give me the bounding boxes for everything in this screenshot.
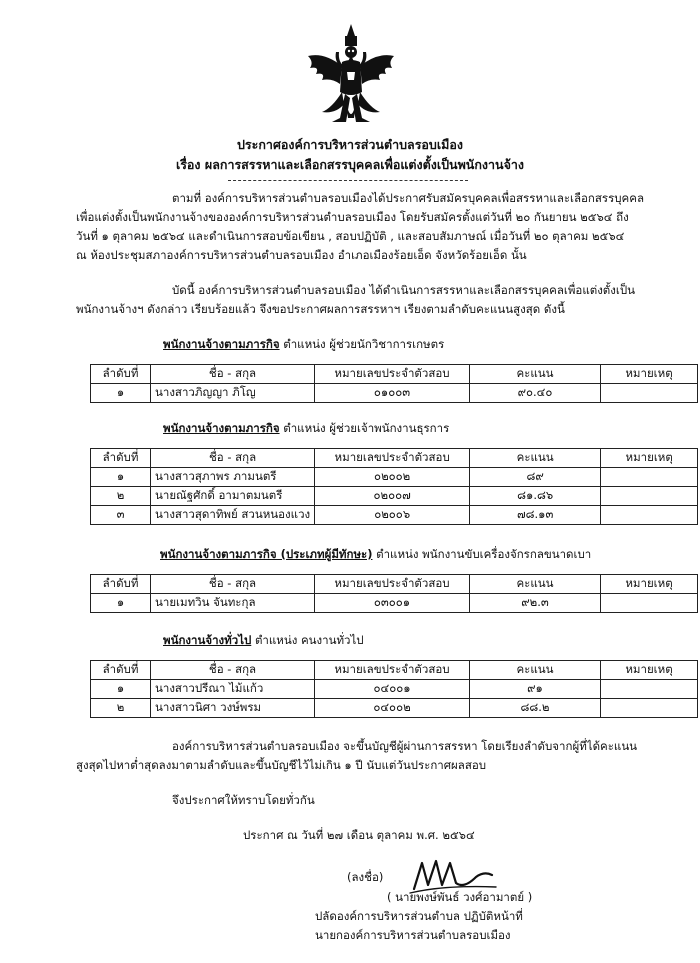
signatory-title-2: นายกองค์การบริหารส่วนตำบลรอบเมือง bbox=[315, 928, 511, 942]
col-exam-id: หมายเลขประจำตัวสอบ bbox=[315, 449, 470, 468]
intro-p1-line3: วันที่ ๑ ตุลาคม ๒๕๖๔ และดำเนินการสอบข้อเขียน , สอบปฏิบัติ , และสอบสัมภาษณ์ เมื่อวันที่ ๒๐ ตุลาคม ๒๕๖๔ bbox=[76, 229, 625, 243]
section-heading bbox=[163, 420, 449, 438]
announcement-date: ประกาศ ณ วันที่ ๒๗ เดือน ตุลาคม พ.ศ. ๒๕๖๔ bbox=[243, 828, 475, 842]
table-header-row bbox=[91, 449, 698, 468]
table-row bbox=[91, 506, 698, 525]
table-row bbox=[91, 680, 698, 699]
closing-line1: องค์การบริหารส่วนตำบลรอบเมือง จะขึ้นบัญชีผู้ผ่านการสรรหา โดยเรียงลำดับจากผู้ที่ได้คะแนน bbox=[172, 739, 638, 753]
table-row bbox=[91, 594, 698, 613]
cell-exam-id: ๐๒๐๐๗ bbox=[315, 487, 470, 506]
cell-name: นายณัฐศักดิ์ อามาตมนตรี bbox=[151, 487, 315, 506]
col-name: ชื่อ - สกุล bbox=[151, 575, 315, 594]
section-position: ตำแหน่ง พนักงานขับเครื่องจักรกลขนาดเบา bbox=[376, 547, 592, 561]
col-note: หมายเหตุ bbox=[601, 575, 698, 594]
cell-no: ๒ bbox=[91, 699, 151, 718]
cell-exam-id: ๐๑๐๐๓ bbox=[315, 384, 470, 403]
col-no: ลำดับที่ bbox=[91, 449, 151, 468]
cell-no: ๓ bbox=[91, 506, 151, 525]
cell-note bbox=[601, 384, 698, 403]
section-type: พนักงานจ้างทั่วไป bbox=[163, 633, 252, 647]
section-position: ตำแหน่ง ผู้ช่วยนักวิชาการเกษตร bbox=[283, 337, 445, 351]
garuda-emblem bbox=[302, 22, 400, 130]
closing-line2: สูงสุดไปหาต่ำสุดลงมาตามลำดับและขึ้นบัญชีไว้ไม่เกิน ๑ ปี นับแต่วันประกาศผลสอบ bbox=[76, 758, 487, 772]
cell-name: นางสาวภิญญา ภิโญ bbox=[151, 384, 315, 403]
cell-score: ๘๑.๘๖ bbox=[470, 487, 601, 506]
cell-note bbox=[601, 594, 698, 613]
cell-score: ๙๐.๔๐ bbox=[470, 384, 601, 403]
table-row bbox=[91, 468, 698, 487]
col-exam-id: หมายเลขประจำตัวสอบ bbox=[315, 575, 470, 594]
cell-exam-id: ๐๔๐๐๑ bbox=[315, 680, 470, 699]
announcement-title: ประกาศองค์การบริหารส่วนตำบลรอบเมือง bbox=[237, 137, 463, 152]
col-exam-id: หมายเลขประจำตัวสอบ bbox=[315, 661, 470, 680]
header-divider bbox=[228, 180, 468, 181]
cell-note bbox=[601, 699, 698, 718]
col-name: ชื่อ - สกุล bbox=[151, 661, 315, 680]
section-type: พนักงานจ้างตามภารกิจ bbox=[163, 421, 280, 435]
table-row bbox=[91, 699, 698, 718]
announcement-subject: เรื่อง ผลการสรรหาและเลือกสรรบุคคลเพื่อแต่งตั้งเป็นพนักงานจ้าง bbox=[175, 157, 525, 172]
col-name: ชื่อ - สกุล bbox=[151, 365, 315, 384]
cell-name: นางสาวสุดาทิพย์ สวนหนองแวง bbox=[151, 506, 315, 525]
cell-note bbox=[601, 680, 698, 699]
cell-note bbox=[601, 487, 698, 506]
section-position: ตำแหน่ง คนงานทั่วไป bbox=[254, 633, 364, 647]
intro-p2-line2: พนักงานจ้างฯ ดังกล่าว เรียบร้อยแล้ว จึงขอประกาศผลการสรรหาฯ เรียงตามลำดับคะแนนสูงสุด ดังนี้ bbox=[76, 302, 565, 316]
results-table bbox=[90, 574, 698, 613]
cell-exam-id: ๐๓๐๐๑ bbox=[315, 594, 470, 613]
section-position: ตำแหน่ง ผู้ช่วยเจ้าพนักงานธุรการ bbox=[283, 421, 450, 435]
cell-score: ๘๙ bbox=[470, 468, 601, 487]
col-score: คะแนน bbox=[470, 449, 601, 468]
cell-exam-id: ๐๔๐๐๒ bbox=[315, 699, 470, 718]
table-header-row bbox=[91, 661, 698, 680]
section-heading bbox=[163, 336, 444, 354]
col-score: คะแนน bbox=[470, 575, 601, 594]
cell-exam-id: ๐๒๐๐๖ bbox=[315, 506, 470, 525]
signatory-title-1: ปลัดองค์การบริหารส่วนตำบล ปฏิบัติหน้าที่ bbox=[315, 909, 523, 923]
cell-no: ๑ bbox=[91, 594, 151, 613]
col-score: คะแนน bbox=[470, 661, 601, 680]
cell-no: ๒ bbox=[91, 487, 151, 506]
intro-p1-line4: ณ ห้องประชุมสภาองค์การบริหารส่วนตำบลรอบเมือง อำเภอเมืองร้อยเอ็ด จังหวัดร้อยเอ็ด นั้น bbox=[76, 248, 527, 262]
cell-no: ๑ bbox=[91, 680, 151, 699]
signature-label: (ลงชื่อ) bbox=[347, 870, 384, 884]
signatory-name: ( นายพงษ์พันธ์ วงศ์อามาตย์ ) bbox=[387, 890, 533, 904]
section-type: พนักงานจ้างตามภารกิจ (ประเภทผู้มีทักษะ) bbox=[160, 547, 373, 561]
col-no: ลำดับที่ bbox=[91, 365, 151, 384]
cell-note bbox=[601, 506, 698, 525]
col-no: ลำดับที่ bbox=[91, 661, 151, 680]
col-name: ชื่อ - สกุล bbox=[151, 449, 315, 468]
col-note: หมายเหตุ bbox=[601, 365, 698, 384]
col-exam-id: หมายเลขประจำตัวสอบ bbox=[315, 365, 470, 384]
results-table bbox=[90, 448, 698, 525]
col-note: หมายเหตุ bbox=[601, 449, 698, 468]
cell-no: ๑ bbox=[91, 468, 151, 487]
cell-name: นายเมทวิน จันทะกุล bbox=[151, 594, 315, 613]
table-header-row bbox=[91, 365, 698, 384]
cell-note bbox=[601, 468, 698, 487]
cell-name: นางสาวปรีณา ไม้แก้ว bbox=[151, 680, 315, 699]
cell-name: นางสาวสุภาพร ภามนตรี bbox=[151, 468, 315, 487]
section-heading bbox=[163, 632, 364, 650]
cell-score: ๗๘.๑๓ bbox=[470, 506, 601, 525]
col-no: ลำดับที่ bbox=[91, 575, 151, 594]
intro-p2-line1: บัดนี้ องค์การบริหารส่วนตำบลรอบเมือง ได้ดำเนินการสรรหาและเลือกสรรบุคคลเพื่อแต่งตั้งเป็น bbox=[172, 283, 635, 297]
section-heading bbox=[160, 546, 591, 564]
section-type: พนักงานจ้างตามภารกิจ bbox=[163, 337, 280, 351]
table-header-row bbox=[91, 575, 698, 594]
cell-score: ๙๒.๓ bbox=[470, 594, 601, 613]
cell-name: นางสาวนิศา วงษ์พรม bbox=[151, 699, 315, 718]
results-table bbox=[90, 364, 698, 403]
cell-score: ๘๘.๒ bbox=[470, 699, 601, 718]
intro-p1-line2: เพื่อแต่งตั้งเป็นพนักงานจ้างขององค์การบริหารส่วนตำบลรอบเมือง โดยรับสมัครตั้งแต่วันที่ ๒๐ กันยายน ๒๕๖๔ ถึง bbox=[76, 210, 629, 224]
results-table bbox=[90, 660, 698, 718]
table-row bbox=[91, 487, 698, 506]
col-score: คะแนน bbox=[470, 365, 601, 384]
cell-exam-id: ๐๒๐๐๒ bbox=[315, 468, 470, 487]
cell-score: ๙๑ bbox=[470, 680, 601, 699]
table-row bbox=[91, 384, 698, 403]
cell-no: ๑ bbox=[91, 384, 151, 403]
closing-notice: จึงประกาศให้ทราบโดยทั่วกัน bbox=[172, 793, 315, 807]
col-note: หมายเหตุ bbox=[601, 661, 698, 680]
intro-p1-line1: ตามที่ องค์การบริหารส่วนตำบลรอบเมืองได้ประกาศรับสมัครบุคคลเพื่อสรรหาและเลือกสรรบุคคล bbox=[172, 191, 644, 205]
